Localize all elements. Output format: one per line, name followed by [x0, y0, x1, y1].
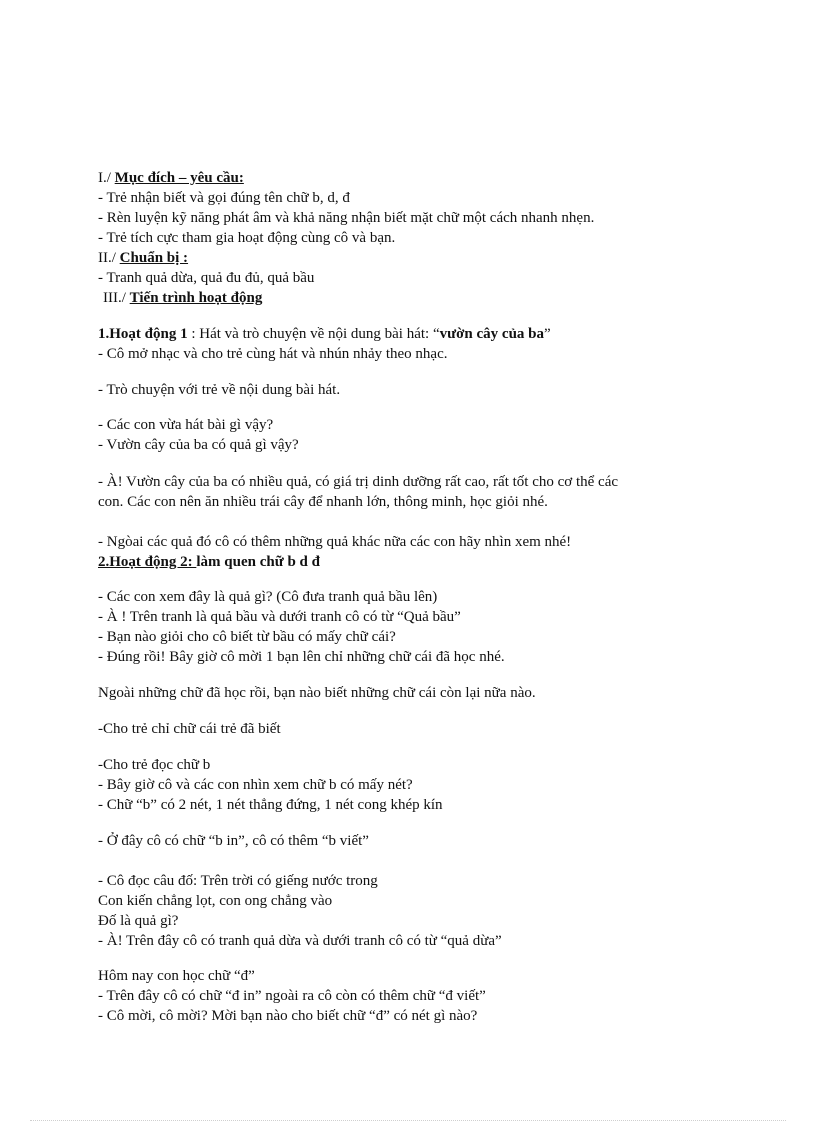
text-line: - Trẻ nhận biết và gọi đúng tên chữ b, d, đ: [98, 190, 350, 206]
page-bottom-divider: [30, 1120, 786, 1121]
activity-2-heading: [98, 552, 320, 572]
text-line: - Cô mở nhạc và cho trẻ cùng hát và nhún nhảy theo nhạc.: [98, 346, 448, 362]
text-line: Đố là quả gì?: [98, 913, 179, 929]
text-line: - Tranh quả dừa, quả đu đủ, quả bầu: [98, 270, 315, 286]
activity-text: : Hát và trò chuyện về nội dung bài hát: “: [187, 326, 440, 342]
section-number: II./: [98, 250, 120, 266]
song-title: vườn cây của ba: [439, 326, 545, 342]
text-line: -Cho trẻ chỉ chữ cái trẻ đã biết: [98, 721, 281, 737]
text-line: - Rèn luyện kỹ năng phát âm và khả năng nhận biết mặt chữ một cách nhanh nhẹn.: [98, 210, 595, 226]
section-title: Chuẩn bị :: [119, 250, 189, 266]
section-heading-2: [98, 248, 188, 268]
text-line: - Các con vừa hát bài gì vậy?: [98, 417, 274, 433]
text-line: - Chữ “b” có 2 nét, 1 nét thẳng đứng, 1 nét cong khép kín: [98, 797, 443, 813]
activity-label: 1.Hoạt động 1: [98, 326, 188, 342]
section-number: I./: [98, 170, 115, 186]
section-heading-3: [103, 288, 262, 308]
text-line: - Cô đọc câu đố: Trên trời có giếng nước trong: [98, 873, 378, 889]
text-line: - Vườn cây của ba có quả gì vậy?: [98, 437, 299, 453]
text-line: con. Các con nên ăn nhiều trái cây để nhanh lớn, thông minh, học giỏi nhé.: [98, 494, 548, 510]
section-number: III./: [103, 290, 130, 306]
text-line: - Trên đây cô có chữ “đ in” ngoài ra cô còn có thêm chữ “đ viết”: [98, 988, 486, 1004]
text-line: - Trẻ tích cực tham gia hoạt động cùng cô và bạn.: [98, 230, 396, 246]
text-line: - Trò chuyện với trẻ về nội dung bài hát.: [98, 382, 341, 398]
text-line: Ngoài những chữ đã học rồi, bạn nào biết những chữ cái còn lại nữa nào.: [98, 685, 536, 701]
text-line: - Cô mời, cô mời? Mời bạn nào cho biết chữ “đ” có nét gì nào?: [98, 1008, 478, 1024]
section-heading-1: [98, 168, 244, 188]
text-line: - Đúng rồi! Bây giờ cô mời 1 bạn lên chỉ những chữ cái đã học nhé.: [98, 649, 505, 665]
text-line: - Bạn nào giỏi cho cô biết từ bầu có mấy chữ cái?: [98, 629, 396, 645]
text-line: - À ! Trên tranh là quả bầu và dưới tranh cô có từ “Quả bầu”: [98, 609, 461, 625]
text-line: - À! Trên đây cô có tranh quả dừa và dưới tranh cô có từ “quả dừa”: [98, 933, 502, 949]
text-line: - Ở đây cô có chữ “b in”, cô có thêm “b viết”: [98, 833, 369, 849]
activity-title: làm quen chữ b d đ: [196, 554, 320, 570]
activity-label: 2.Hoạt động 2:: [98, 554, 197, 570]
section-title: Mục đích – yêu cầu:: [114, 170, 244, 186]
text-line: Hôm nay con học chữ “đ”: [98, 968, 255, 984]
text-line: - À! Vườn cây của ba có nhiều quả, có giá trị dinh dưỡng rất cao, rất tốt cho cơ thể các: [98, 474, 619, 490]
text-line: - Bây giờ cô và các con nhìn xem chữ b có mấy nét?: [98, 777, 413, 793]
section-title: Tiến trình hoạt động: [129, 290, 263, 306]
text-line: Con kiến chẳng lọt, con ong chẳng vào: [98, 893, 333, 909]
text-line: -Cho trẻ đọc chữ b: [98, 757, 211, 773]
text-line: - Các con xem đây là quả gì? (Cô đưa tranh quả bầu lên): [98, 589, 438, 605]
activity-1-heading: [98, 324, 551, 344]
quote-end: ”: [544, 326, 551, 342]
text-line: - Ngòai các quả đó cô có thêm những quả khác nữa các con hãy nhìn xem nhé!: [98, 534, 572, 550]
